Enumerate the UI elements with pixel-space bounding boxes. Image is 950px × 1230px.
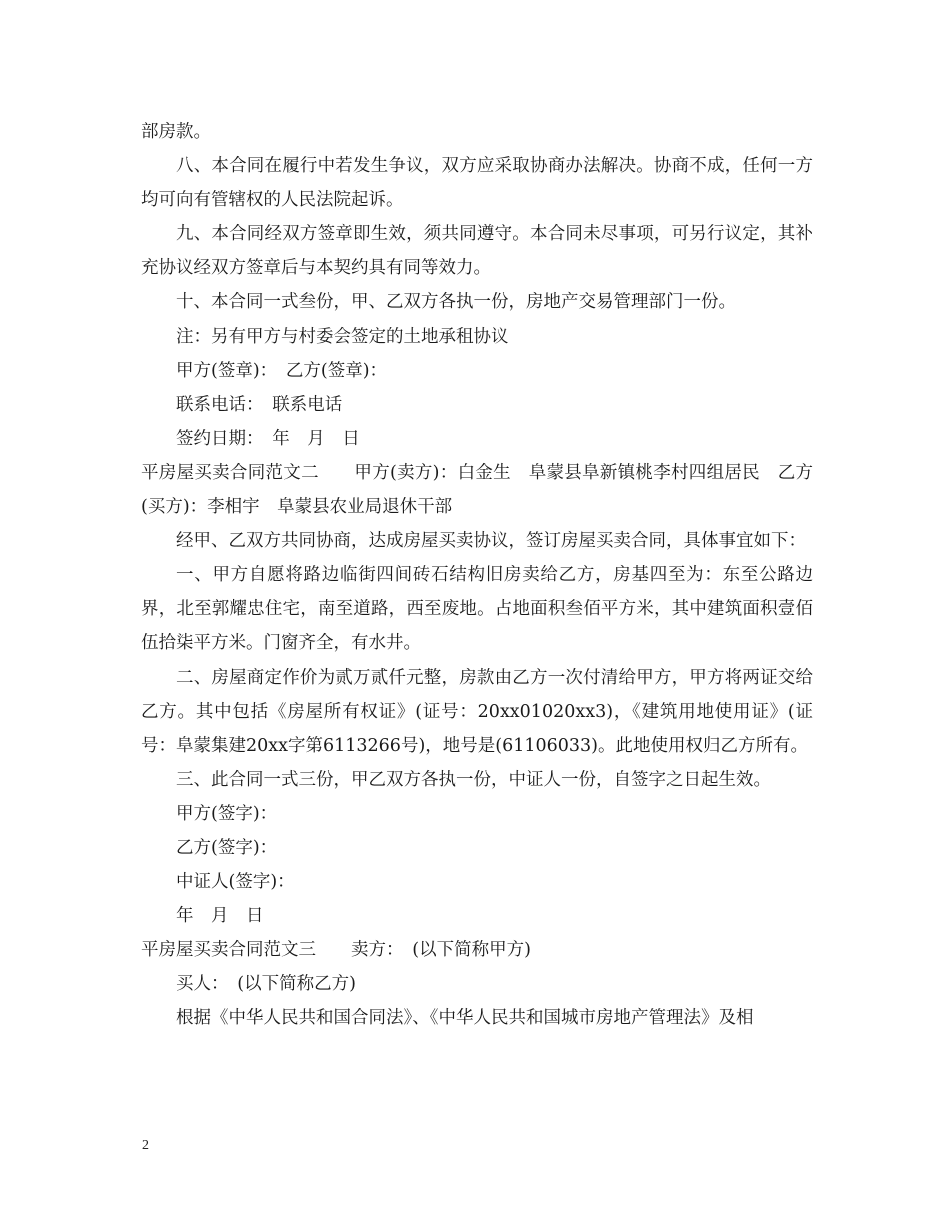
date-line: 年 月 日 xyxy=(176,906,264,927)
document-body xyxy=(141,115,813,1036)
signature-line: 甲方(签字)： xyxy=(176,803,278,824)
section-heading: 平房屋买卖合同范文二 甲方(卖方)：白金生 阜蒙县阜新镇桃李村四组居民 乙方(买方)：李相宇 阜蒙县农业局退休干部 xyxy=(141,462,813,518)
page-number: 2 xyxy=(142,1138,149,1153)
contact-line: 联系电话： 联系电话 xyxy=(176,394,343,415)
paragraph: 八、本合同在履行中若发生争议，双方应采取协商办法解决。协商不成，任何一方均可向有管辖权的人民法院起诉。 xyxy=(141,156,813,211)
paragraph: 经甲、乙双方共同协商，达成房屋买卖协议，签订房屋买卖合同，具体事宜如下： xyxy=(176,531,806,552)
section-heading: 平房屋买卖合同范文三 卖方： (以下简称甲方) xyxy=(141,940,531,961)
paragraph: 三、此合同一式三份，甲乙双方各执一份，中证人一份，自签字之日起生效。 xyxy=(176,769,771,790)
signature-line: 甲方(签章)： 乙方(签章)： xyxy=(176,360,388,381)
signature-line: 中证人(签字)： xyxy=(176,872,295,893)
paragraph: 部房款。 xyxy=(141,122,211,142)
paragraph: 十、本合同一式叁份，甲、乙双方各执一份，房地产交易管理部门一份。 xyxy=(176,292,736,313)
date-line: 签约日期： 年 月 日 xyxy=(176,428,360,449)
paragraph: 注：另有甲方与村委会签定的土地承租协议 xyxy=(176,326,509,347)
paragraph: 二、房屋商定作价为贰万贰仟元整，房款由乙方一次付清给甲方，甲方将两证交给乙方。其中包括《房屋所有权证》(证号：20xx01020xx3)，《建筑用地使用证》(证号：阜蒙集建20xx字第6113266号)，地号是(61106033)。此地使用权归乙方所有。 xyxy=(141,667,813,756)
paragraph: 根据《中华人民共和国合同法》、《中华人民共和国城市房地产管理法》及相 xyxy=(176,1008,754,1029)
paragraph: 买人： (以下简称乙方) xyxy=(176,974,356,995)
paragraph: 一、甲方自愿将路边临街四间砖石结构旧房卖给乙方，房基四至为：东至公路边界，北至郭耀忠住宅，南至道路，西至废地。占地面积叁佰平方米，其中建筑面积壹佰伍拾柒平方米。门窗齐全，有水井。 xyxy=(141,565,813,654)
signature-line: 乙方(签字)： xyxy=(176,837,278,858)
paragraph: 九、本合同经双方签章即生效，须共同遵守。本合同未尽事项，可另行议定，其补充协议经双方签章后与本契约具有同等效力。 xyxy=(141,224,813,279)
